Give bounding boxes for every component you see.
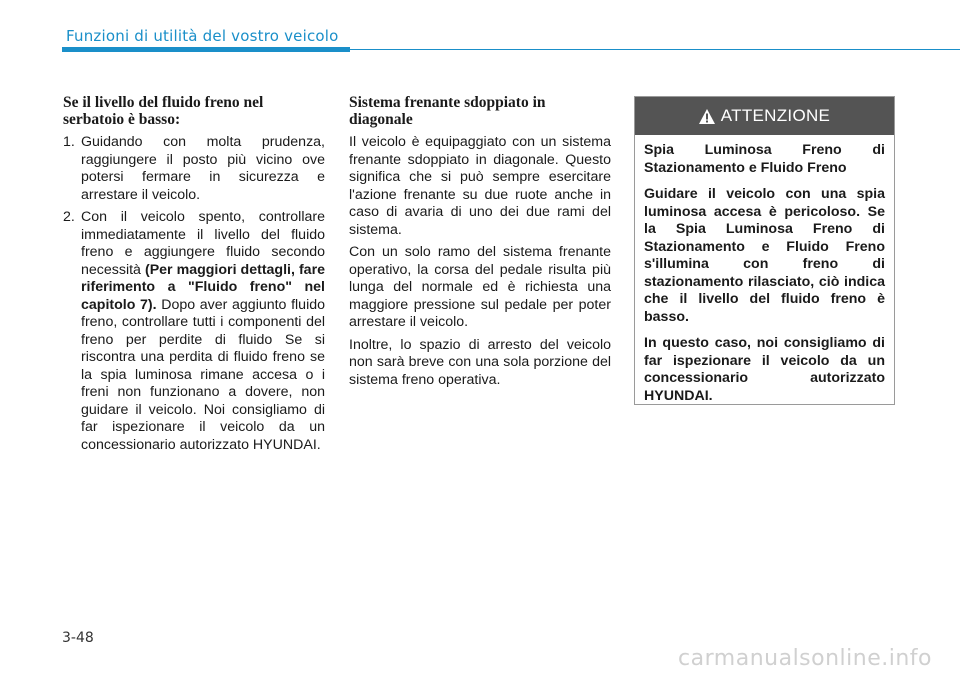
list-item-text: Guidando con molta prudenza, raggiungere il posto più vicino ove potersi fermare in sicurezza e arrestare il veicolo. xyxy=(81,134,325,203)
warning-paragraph: Guidare il veicolo con una spia luminosa accesa è pericoloso. Se la Spia Luminosa Freno di Stazionamento e Fluido Freno s'illumina con freno di stazionamento rilasciato, ciò indica che il livello del fluido freno è basso. xyxy=(644,186,885,325)
paragraph: Inoltre, lo spazio di arresto del veicolo non sarà breve con una sola porzione del sistema freno operativa. xyxy=(349,336,611,388)
list-item-number: 2. xyxy=(63,209,75,225)
warning-triangle-icon xyxy=(699,109,715,124)
section-title: Funzioni di utilità del vostro veicolo xyxy=(66,27,339,45)
low-fluid-heading: Se il livello del fluido freno nel serbatoio è basso: xyxy=(63,94,264,128)
warning-title: ATTENZIONE xyxy=(720,106,831,125)
list-item-reference: (Per maggiori dettagli, fare riferimento a "Fluido freno" nel capitolo 7). xyxy=(81,261,325,313)
warning-header xyxy=(635,97,894,135)
paragraph: Il veicolo è equipaggiato con un sistema frenante sdoppiato in diagonale. Questo significa che si può sempre esercitare l'azione frenante su due ruote anche in caso di avaria di uno dei due rami del sistema. xyxy=(349,134,611,238)
dual-brake-heading: Sistema frenante sdoppiato in diagonale xyxy=(349,94,546,128)
warning-paragraph: Spia Luminosa Freno di Stazionamento e Fluido Freno xyxy=(644,142,885,176)
page-number: 3-48 xyxy=(62,630,94,646)
list-item xyxy=(63,134,325,204)
list-item-number: 1. xyxy=(63,134,75,150)
list-item-text-continued: Dopo aver aggiunto fluido freno, controllare tutti i componenti del freno per perdite di fluido Se si riscontra una perdita di fluido freno se la spia luminosa rimane accesa o i freni non funzionano a dovere, non guidare il veicolo. Noi consigliamo di far ispezionare il veicolo da un concessionario autorizzato HYUNDAI. xyxy=(81,296,326,453)
header-accent-bar xyxy=(62,47,350,52)
list-item xyxy=(63,209,325,454)
warning-box xyxy=(634,96,895,405)
paragraph: Con un solo ramo del sistema frenante operativo, la corsa del pedale risulta più lunga del normale ed è richiesta una maggiore pressione sul pedale per poter arrestare il veicolo. xyxy=(349,244,611,330)
warning-paragraph: In questo caso, noi consigliamo di far ispezionare il veicolo da un concessionario autorizzato HYUNDAI. xyxy=(644,335,885,404)
column-left xyxy=(63,94,325,459)
list-item-text: Con il veicolo spento, controllare immediatamente il livello del fluido freno e aggiungere fluido secondo necessità xyxy=(81,209,325,278)
header-rule xyxy=(350,49,960,50)
warning-body xyxy=(635,135,894,405)
column-middle xyxy=(349,94,611,394)
watermark: carmanualsonline.info xyxy=(678,646,932,671)
